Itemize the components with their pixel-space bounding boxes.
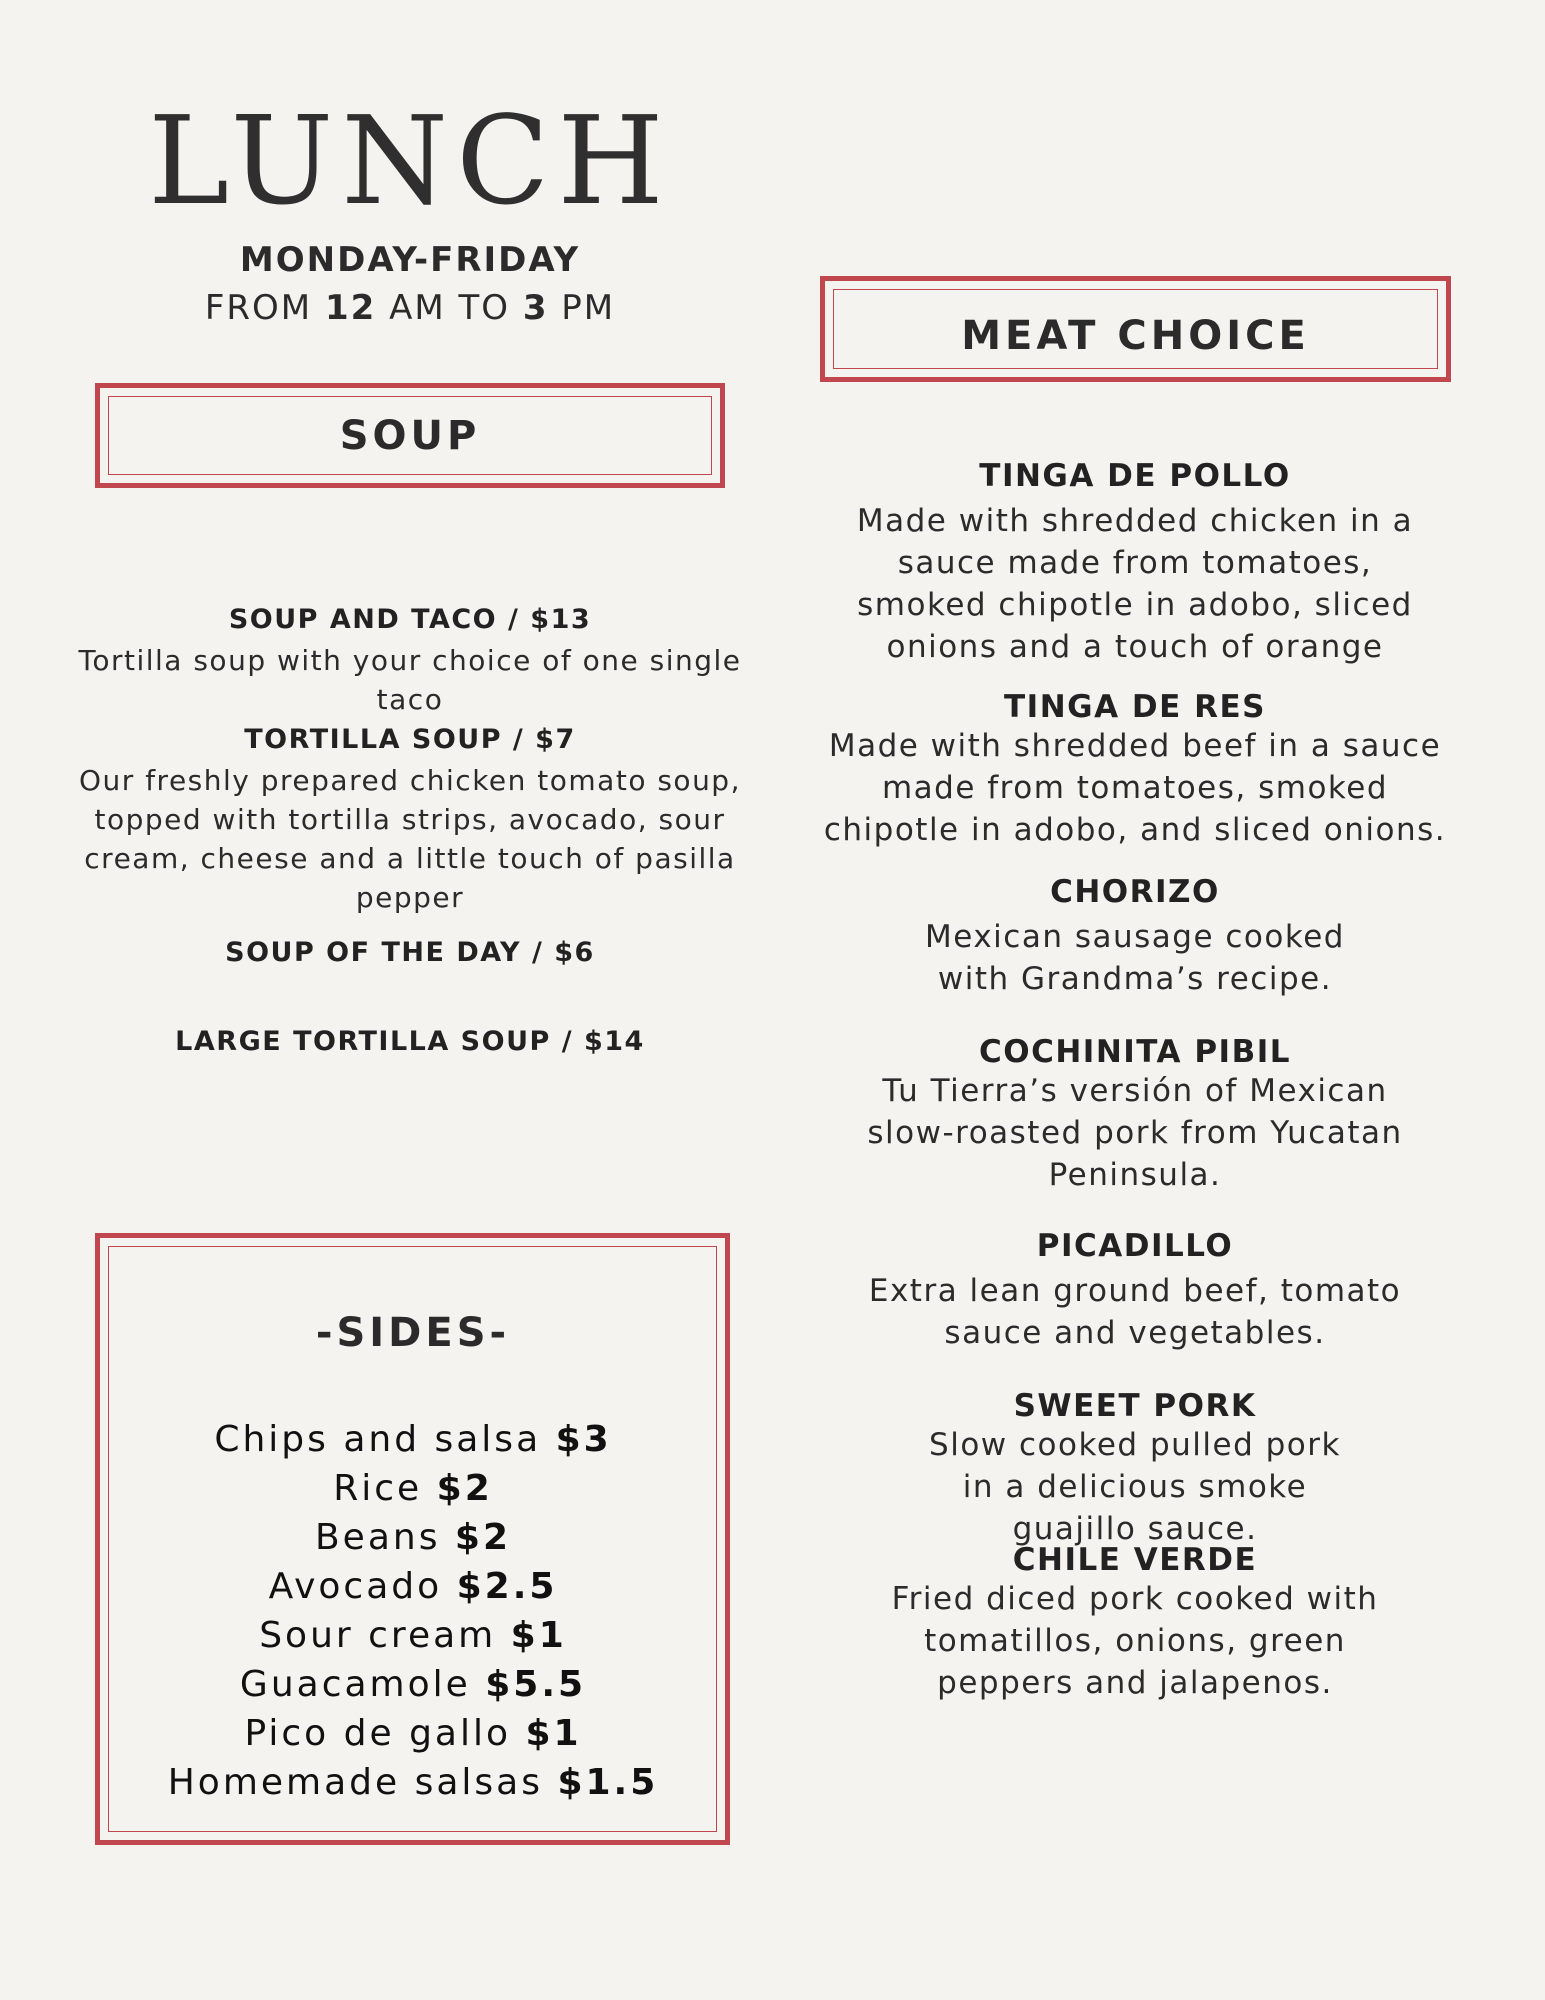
meat-item-desc: Made with shredded chicken in a sauce made from tomatoes, smoked chipotle in adobo, sliced onions and a touch of orange <box>856 503 1414 665</box>
side-price: $1 <box>525 1713 582 1754</box>
meat-item <box>820 874 1450 1000</box>
sides-heading: -SIDES- <box>315 1310 511 1356</box>
soup-item <box>50 1026 770 1057</box>
meat-item-title: CHILE VERDE <box>1012 1542 1258 1578</box>
soup-item-title: TORTILLA SOUP / $7 <box>244 724 576 755</box>
menu-days: MONDAY-FRIDAY <box>239 240 581 280</box>
side-name: Chips and salsa <box>214 1419 556 1460</box>
side-price: $5.5 <box>485 1664 587 1705</box>
side-price: $2 <box>454 1517 512 1558</box>
soup-item-title: SOUP AND TACO / $13 <box>228 604 592 635</box>
meat-item <box>820 1388 1450 1550</box>
meat-item-title: COCHINITA PIBIL <box>978 1034 1291 1070</box>
meat-item-desc: Tu Tierra’s versión of Mexican slow-roasted pork from Yucatan Peninsula. <box>867 1073 1403 1193</box>
side-item <box>98 1758 728 1807</box>
side-price: $1.5 <box>557 1762 659 1803</box>
side-price: $3 <box>555 1419 612 1460</box>
side-item <box>98 1562 728 1611</box>
hours-mid: AM TO <box>376 288 523 328</box>
hours-prefix: FROM <box>204 288 325 328</box>
meat-item <box>820 1542 1450 1704</box>
side-price: $2.5 <box>456 1566 558 1607</box>
side-item <box>98 1464 728 1513</box>
meat-item-desc: Mexican sausage cooked with Grandma’s recipe. <box>925 919 1345 997</box>
side-name: Sour cream <box>259 1615 511 1656</box>
meat-item <box>820 1034 1450 1196</box>
soup-item-desc: Tortilla soup with your choice of one single taco <box>78 644 742 716</box>
meat-heading-frame <box>820 276 1451 382</box>
meat-item-title: SWEET PORK <box>1013 1388 1257 1424</box>
soup-item-title: SOUP OF THE DAY / $6 <box>225 937 595 968</box>
meat-item <box>820 689 1450 851</box>
sides-list <box>98 1415 728 1807</box>
soup-item <box>50 937 770 968</box>
soup-item <box>50 604 770 719</box>
side-item <box>98 1513 728 1562</box>
meat-item-desc: Fried diced pork cooked with tomatillos, onions, green peppers and jalapenos. <box>891 1581 1379 1701</box>
meat-item-title: TINGA DE RES <box>1004 689 1266 725</box>
hours-start: 12 <box>324 288 377 328</box>
soup-heading-frame <box>95 383 725 488</box>
side-name: Rice <box>333 1468 437 1509</box>
side-name: Beans <box>314 1517 455 1558</box>
side-name: Homemade salsas <box>167 1762 558 1803</box>
meat-item-desc: Slow cooked pulled pork in a delicious smoke guajillo sauce. <box>929 1427 1341 1547</box>
menu-title: LUNCH <box>148 90 672 232</box>
side-price: $1 <box>510 1615 567 1656</box>
meat-item <box>820 1228 1450 1354</box>
side-name: Guacamole <box>239 1664 486 1705</box>
meat-item-desc: Made with shredded beef in a sauce made from tomatoes, smoked chipotle in adobo, and sliced onions. <box>823 728 1447 848</box>
soup-item <box>50 724 770 917</box>
meat-item-title: CHORIZO <box>1050 874 1220 910</box>
side-item <box>98 1415 728 1464</box>
side-name: Pico de gallo <box>244 1713 526 1754</box>
hours-end: 3 <box>522 288 549 328</box>
soup-item-desc: Our freshly prepared chicken tomato soup, topped with tortilla strips, avocado, sour cream, cheese and a little touch of pasilla pepper <box>79 764 741 914</box>
side-item <box>98 1709 728 1758</box>
side-item <box>98 1611 728 1660</box>
meat-item <box>820 458 1450 668</box>
side-name: Avocado <box>268 1566 457 1607</box>
meat-item-desc: Extra lean ground beef, tomato sauce and vegetables. <box>868 1273 1402 1351</box>
meat-heading: MEAT CHOICE <box>961 313 1310 359</box>
side-item <box>98 1660 728 1709</box>
soup-heading: SOUP <box>339 412 481 459</box>
menu-hours <box>150 288 670 328</box>
hours-suffix: PM <box>548 288 616 328</box>
soup-item-title: LARGE TORTILLA SOUP / $14 <box>175 1026 645 1057</box>
meat-item-title: PICADILLO <box>1036 1228 1234 1264</box>
side-price: $2 <box>436 1468 493 1509</box>
meat-item-title: TINGA DE POLLO <box>979 458 1291 494</box>
